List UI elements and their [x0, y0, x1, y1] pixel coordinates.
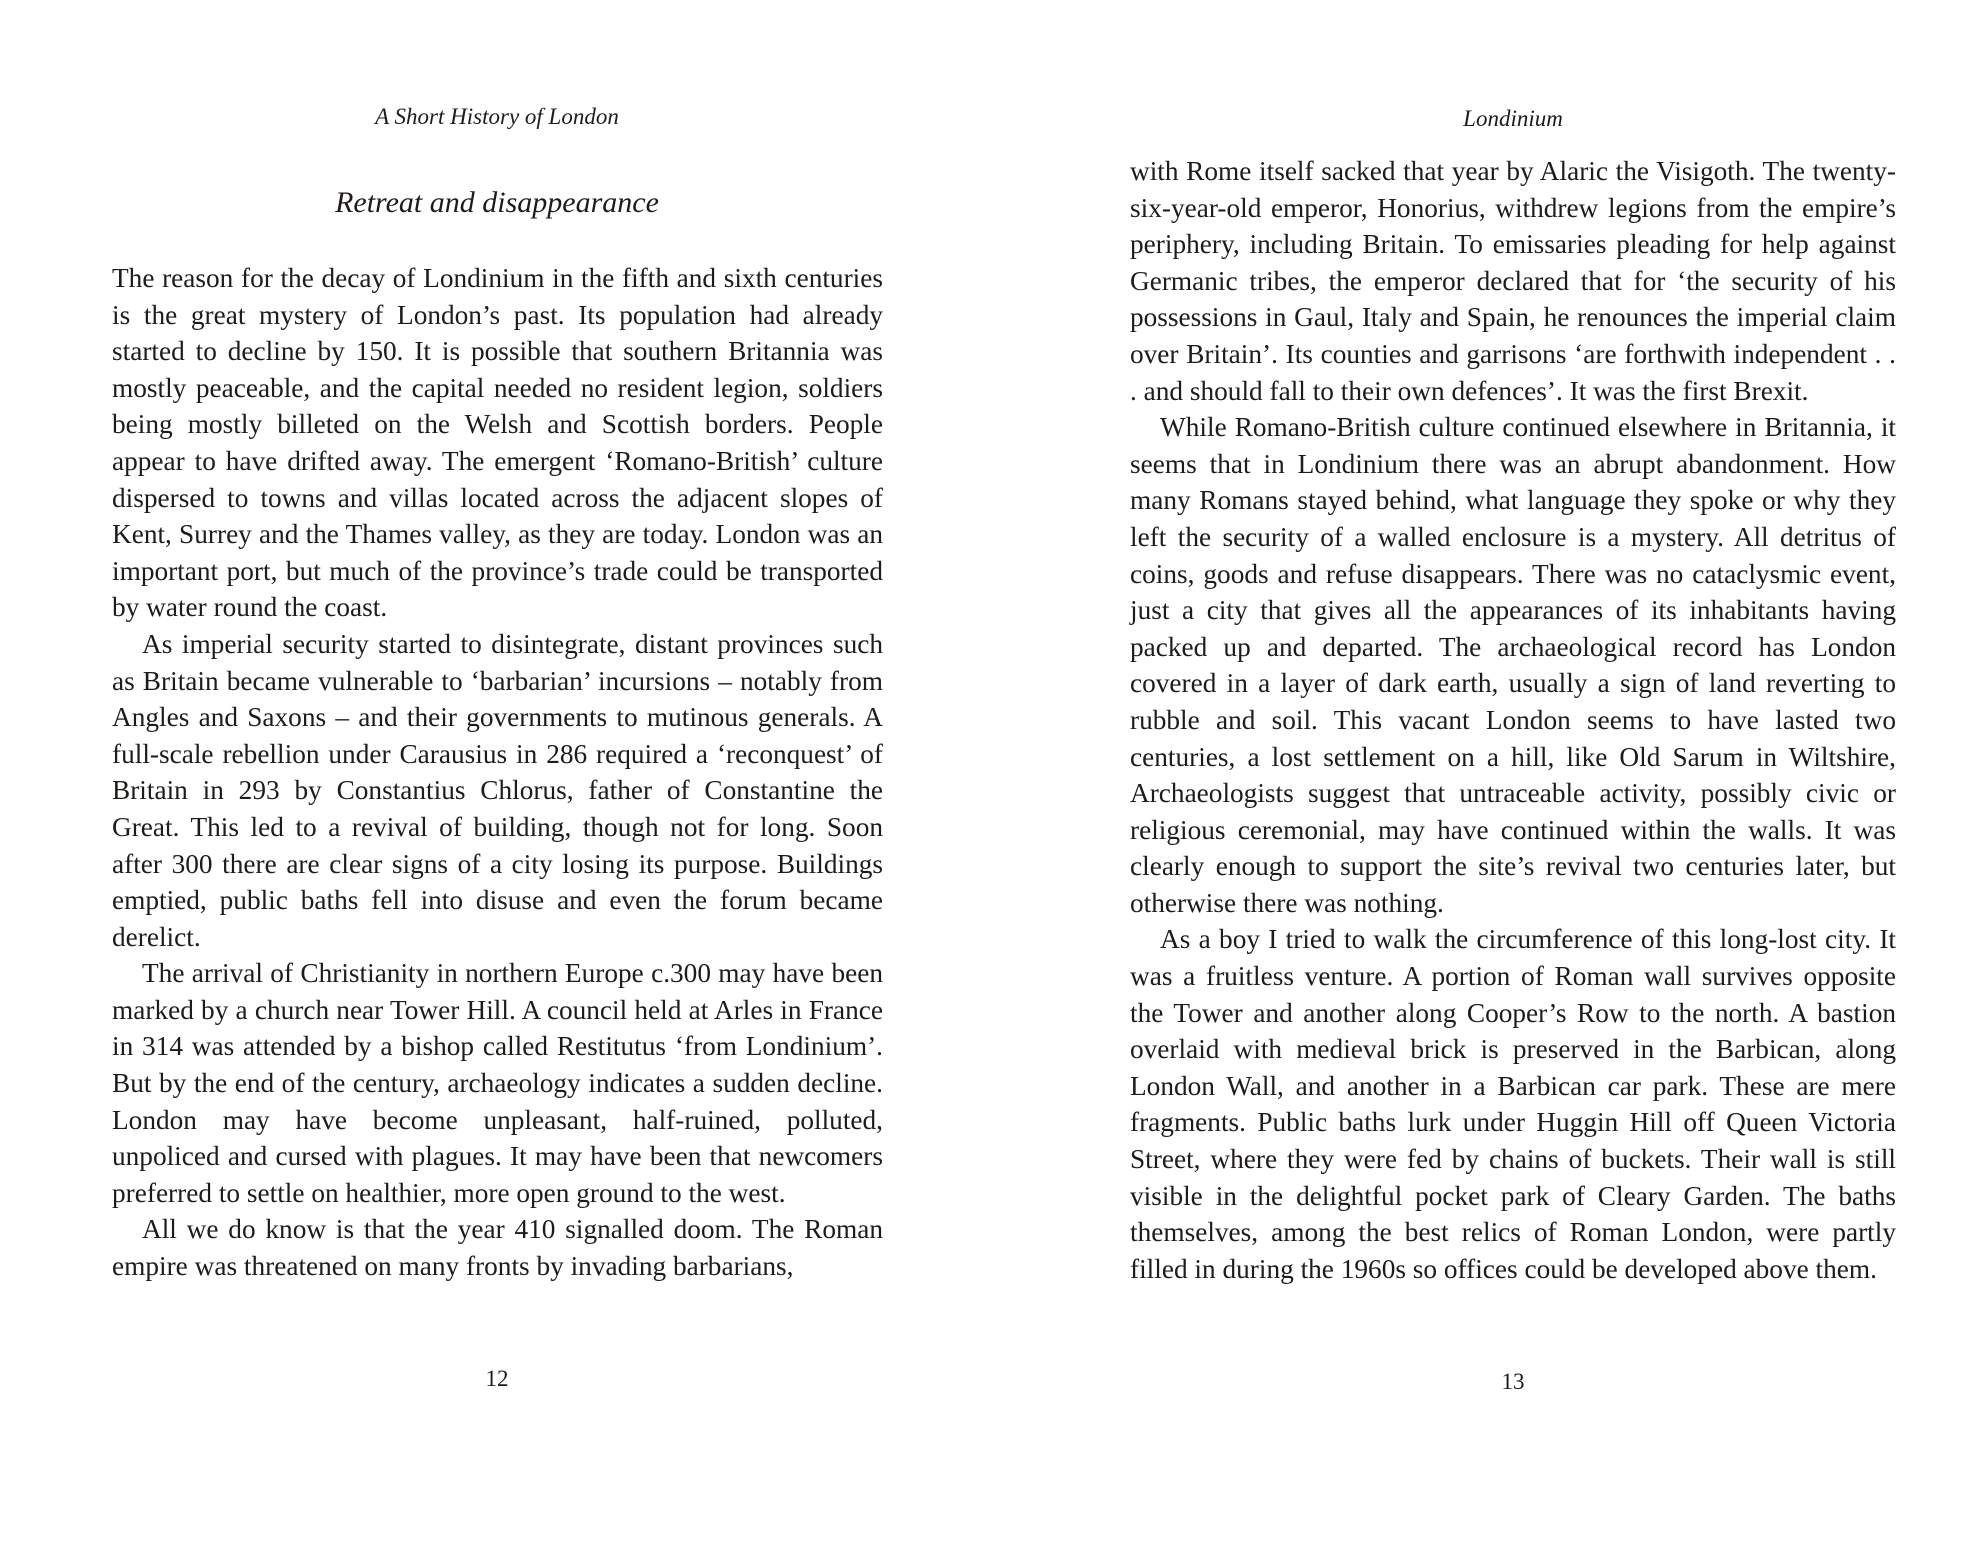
paragraph: with Rome itself sacked that year by Alaric the Visigoth. The twenty-six-year-old emperor, Honorius, withdrew legions from the empire’s periphery, including Britain. To emissaries pleading for help against Germanic tribes, the emperor declared that for ‘the security of his possessions in Gaul, Italy and Spain, he renounces the imperial claim over Britain’. Its counties and garrisons ‘are forthwith independent . . . and should fall to their own defences’. It was the first Brexit.: [1130, 156, 1896, 406]
paragraph: While Romano-British culture continued elsewhere in Britannia, it seems that in Londinium there was an abrupt abandonment. How many Romans stayed behind, what language they spoke or why they left the security of a walled enclosure is a mystery. All detritus of coins, goods and refuse disappears. There was no cataclysmic event, just a city that gives all the appearances of its inhabitants having packed up and departed. The archaeological record has London covered in a layer of dark earth, usually a sign of land reverting to rubble and soil. This vacant London seems to have lasted two centuries, a lost settlement on a hill, like Old Sarum in Wiltshire, Archaeologists suggest that untraceable activity, possibly civic or religious ceremonial, may have continued within the walls. It was clearly enough to support the site’s revival two centuries later, but otherwise there was nothing.: [1130, 412, 1896, 918]
paragraph: The reason for the decay of Londinium in the fifth and sixth centuries is the great mystery of London’s past. Its population had already started to decline by 150. It is possible that southern Britannia was mostly peaceable, and the capital needed no resident legion, soldiers being mostly billeted on the Welsh and Scottish borders. People appear to have drifted away. The emergent ‘Romano-British’ culture dispersed to towns and villas located across the adjacent slopes of Kent, Surrey and the Thames valley, as they are today. London was an important port, but much of the province’s trade could be transported by water round the coast.: [112, 263, 883, 623]
page-number-left: 12: [485, 1366, 509, 1391]
paragraph: All we do know is that the year 410 signalled doom. The Roman empire was threatened on many fronts by invading barbarians,: [112, 1214, 883, 1282]
running-head-right: Londinium: [1463, 106, 1563, 131]
running-head-left: A Short History of London: [375, 104, 619, 129]
right-page: [1054, 0, 1984, 1554]
paragraph: As a boy I tried to walk the circumference of this long-lost city. It was a fruitless venture. A portion of Roman wall survives opposite the Tower and another along Cooper’s Row to the north. A bastion overlaid with medieval brick is preserved in the Barbican, along London Wall, and another in a Barbican car park. These are mere fragments. Public baths lurk under Huggin Hill off Queen Victoria Street, where they were fed by chains of buckets. Their wall is still visible in the delightful pocket park of Cleary Garden. The baths themselves, among the best relics of Roman London, were partly filled in during the 1960s so offices could be developed above them.: [1130, 924, 1896, 1284]
left-page-body: [112, 260, 883, 1285]
paragraph: The arrival of Christianity in northern Europe c.300 may have been marked by a church near Tower Hill. A council held at Arles in France in 314 was attended by a bishop called Restitutus ‘from Londinium’. But by the end of the century, archaeology indicates a sudden decline. London may have become unpleasant, half-ruined, polluted, unpoliced and cursed with plagues. It may have been that newcomers preferred to settle on healthier, more open ground to the west.: [112, 958, 883, 1208]
paragraph: As imperial security started to disintegrate, distant provinces such as Britain became vulnerable to ‘barbarian’ incursions – notably from Angles and Saxons – and their governments to mutinous generals. A full-scale rebellion under Carausius in 286 required a ‘reconquest’ of Britain in 293 by Constantius Chlorus, father of Constantine the Great. This led to a revival of building, though not for long. Soon after 300 there are clear signs of a city losing its purpose. Buildings emptied, public baths fell into disuse and even the forum became derelict.: [112, 628, 883, 952]
page-number-right: 13: [1501, 1369, 1525, 1394]
section-heading: Retreat and disappearance: [335, 186, 659, 219]
right-page-body: [1130, 153, 1896, 1287]
